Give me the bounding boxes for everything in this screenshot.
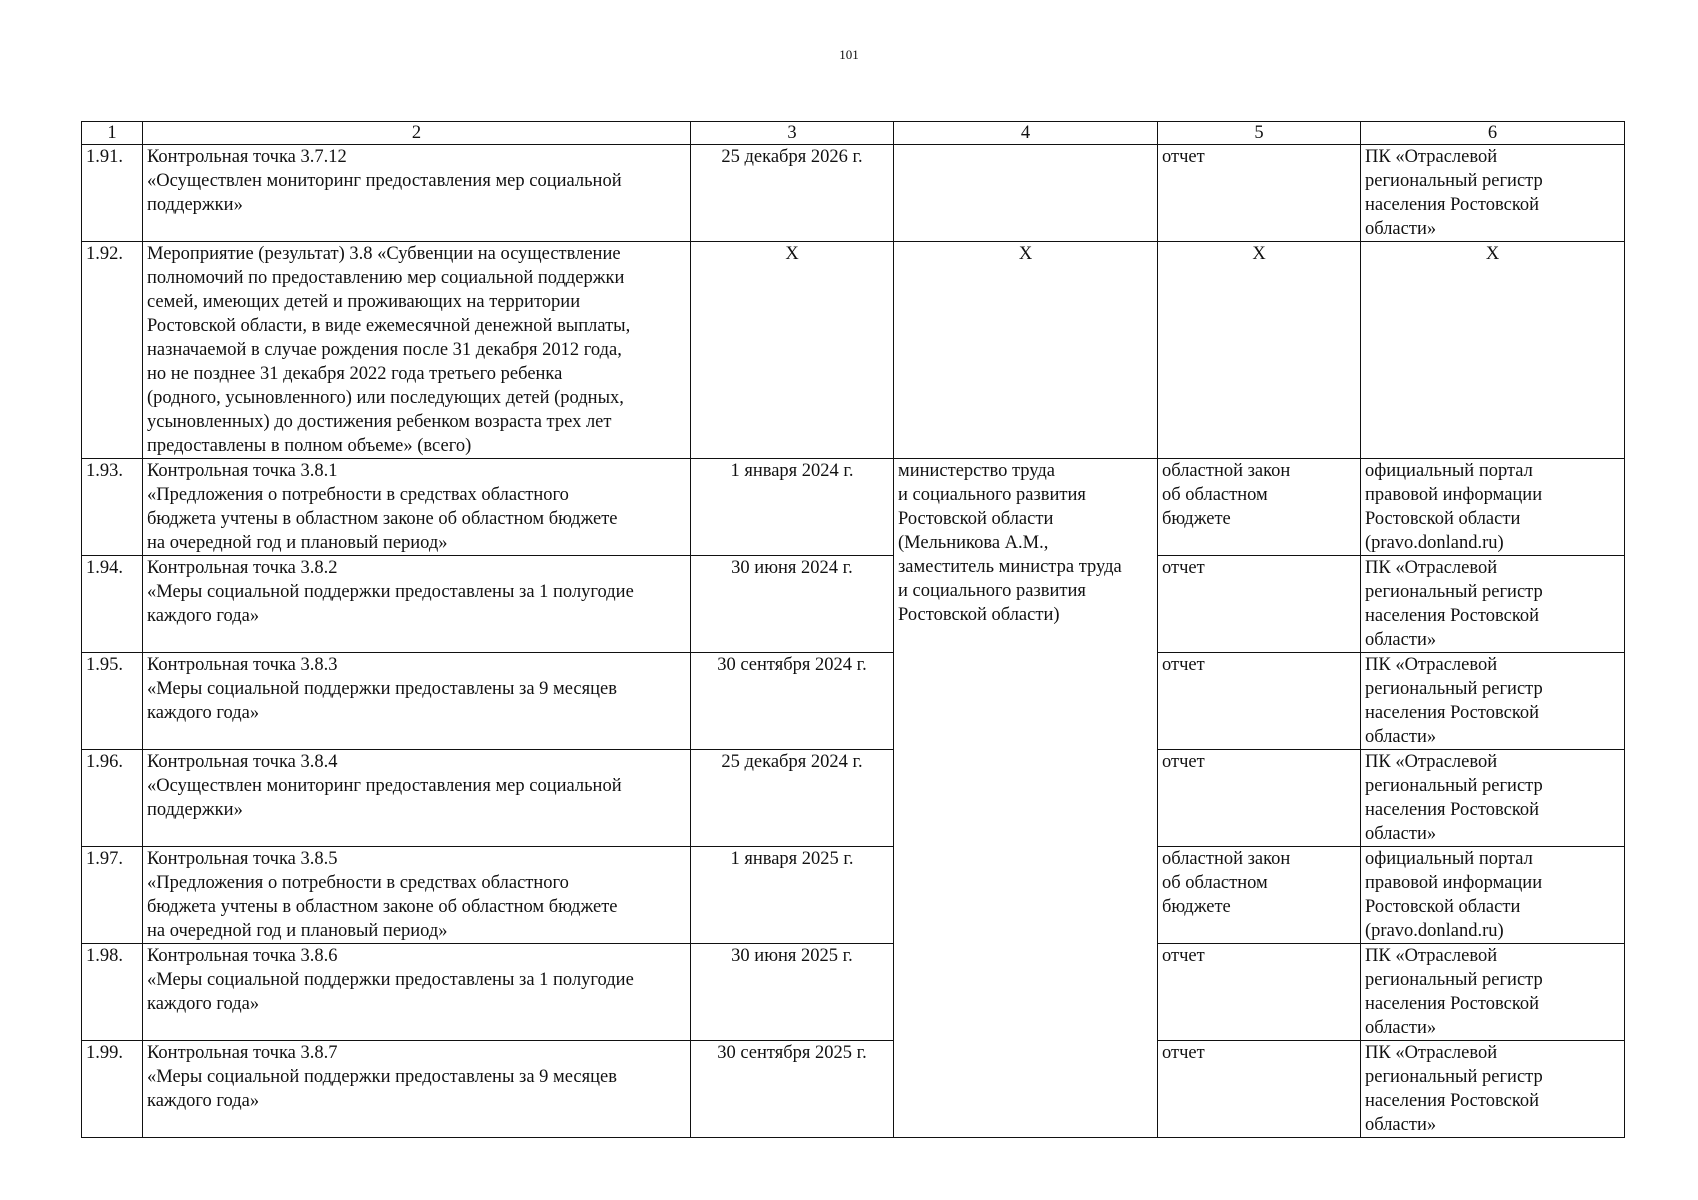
row-description: Контрольная точка 3.8.4 «Осуществлен мониторинг предоставления мер социальной поддержки» [143,750,691,847]
row-description: Контрольная точка 3.8.2 «Меры социальной поддержки предоставлены за 1 полугодие каждого года» [143,556,691,653]
row-document: областной закон об областном бюджете [1158,459,1361,556]
row-information-system: официальный портал правовой информации Ростовской области (pravo.donland.ru) [1361,847,1625,944]
row-number: 1.98. [82,944,143,1041]
column-number-1: 1 [82,122,143,145]
row-number: 1.97. [82,847,143,944]
row-information-system: ПК «Отраслевой региональный регистр населения Ростовской области» [1361,556,1625,653]
row-description: Мероприятие (результат) 3.8 «Субвенции на осуществление полномочий по предоставлению мер социальной поддержки семей, имеющих детей и проживающих на территории Ростовской области, в виде ежемесячной денежной выплаты, назначаемой в случае рождения после 31 декабря 2012 года, но не позднее 31 декабря 2022 года третьего ребенка (родного, усыновленного) или последующих детей (родных, усыновленных) до достижения ребенком возраста трех лет предоставлены в полном объеме» (всего) [143,242,691,459]
row-number: 1.91. [82,145,143,242]
table-header-row [82,122,1625,145]
row-responsible: Х [894,242,1158,459]
row-description: Контрольная точка 3.8.6 «Меры социальной поддержки предоставлены за 1 полугодие каждого года» [143,944,691,1041]
row-deadline: 1 января 2025 г. [691,847,894,944]
row-description: Контрольная точка 3.8.3 «Меры социальной поддержки предоставлены за 9 месяцев каждого года» [143,653,691,750]
row-deadline: 25 декабря 2026 г. [691,145,894,242]
row-document: отчет [1158,556,1361,653]
page-number: 101 [839,47,859,62]
column-number-3: 3 [691,122,894,145]
row-document: отчет [1158,145,1361,242]
row-number: 1.96. [82,750,143,847]
row-deadline: Х [691,242,894,459]
row-information-system: ПК «Отраслевой региональный регистр населения Ростовской области» [1361,944,1625,1041]
row-description: Контрольная точка 3.7.12 «Осуществлен мониторинг предоставления мер социальной поддержки» [143,145,691,242]
row-information-system: ПК «Отраслевой региональный регистр населения Ростовской области» [1361,1041,1625,1138]
column-number-2: 2 [143,122,691,145]
table-row [82,459,1625,556]
row-document: отчет [1158,653,1361,750]
control-points-table [81,121,1625,1138]
row-information-system: ПК «Отраслевой региональный регистр населения Ростовской области» [1361,750,1625,847]
row-number: 1.94. [82,556,143,653]
column-number-5: 5 [1158,122,1361,145]
row-deadline: 30 сентября 2024 г. [691,653,894,750]
table-row [82,750,1625,847]
table-row [82,944,1625,1041]
row-document: отчет [1158,944,1361,1041]
row-number: 1.93. [82,459,143,556]
responsible-executor: министерство труда и социального развития Ростовской области (Мельникова А.М., заместитель министра труда и социального развития Ростовской области) [894,459,1158,1138]
row-number: 1.92. [82,242,143,459]
row-deadline: 30 июня 2024 г. [691,556,894,653]
table-row [82,653,1625,750]
row-information-system: ПК «Отраслевой региональный регистр населения Ростовской области» [1361,145,1625,242]
row-deadline: 30 сентября 2025 г. [691,1041,894,1138]
row-description: Контрольная точка 3.8.7 «Меры социальной поддержки предоставлены за 9 месяцев каждого года» [143,1041,691,1138]
row-number: 1.99. [82,1041,143,1138]
row-deadline: 30 июня 2025 г. [691,944,894,1041]
column-number-4: 4 [894,122,1158,145]
table-row [82,145,1625,242]
table-row [82,1041,1625,1138]
row-deadline: 1 января 2024 г. [691,459,894,556]
row-description: Контрольная точка 3.8.5 «Предложения о потребности в средствах областного бюджета учтены в областном законе об областном бюджете на очередной год и плановый период» [143,847,691,944]
column-number-6: 6 [1361,122,1625,145]
row-document: отчет [1158,750,1361,847]
row-document: областной закон об областном бюджете [1158,847,1361,944]
row-document: отчет [1158,1041,1361,1138]
table-row [82,556,1625,653]
table-row [82,242,1625,459]
row-information-system: официальный портал правовой информации Ростовской области (pravo.donland.ru) [1361,459,1625,556]
row-information-system: ПК «Отраслевой региональный регистр населения Ростовской области» [1361,653,1625,750]
row-deadline: 25 декабря 2024 г. [691,750,894,847]
row-document: Х [1158,242,1361,459]
row-description: Контрольная точка 3.8.1 «Предложения о потребности в средствах областного бюджета учтены в областном законе об областном бюджете на очередной год и плановый период» [143,459,691,556]
row-responsible [894,145,1158,242]
row-number: 1.95. [82,653,143,750]
table-row [82,847,1625,944]
row-information-system: Х [1361,242,1625,459]
